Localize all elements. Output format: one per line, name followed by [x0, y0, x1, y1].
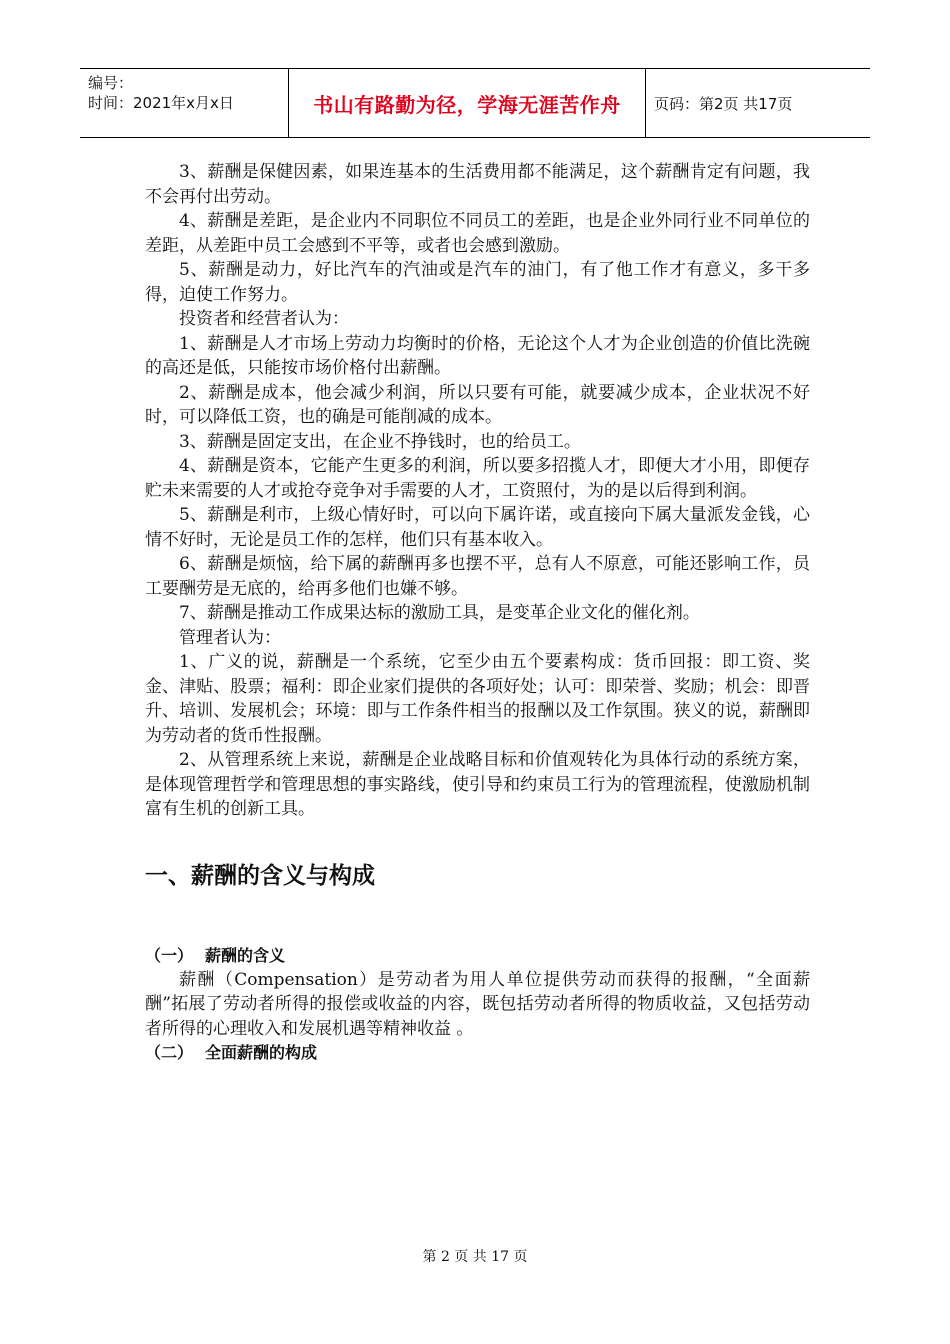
- document-body: [145, 160, 810, 1065]
- subsection-number: （二）: [145, 1043, 194, 1062]
- paragraph: 1、薪酬是人才市场上劳动力均衡时的价格，无论这个人才为企业创造的价值比洗碗的高还是低，只能按市场价格付出薪酬。: [145, 333, 810, 378]
- header-motto: 书山有路勤为径，学海无涯苦作舟: [313, 92, 621, 117]
- paragraph: 投资者和经营者认为：: [179, 309, 349, 329]
- paragraph: 5、薪酬是动力，好比汽车的汽油或是汽车的油门，有了他工作才有意义，多干多得，迫使工作努力。: [145, 260, 810, 305]
- subsection-number: （一）: [145, 945, 194, 965]
- subsection-heading: [145, 944, 810, 968]
- paragraph: 6、薪酬是烦恼，给下属的薪酬再多也摆不平，总有人不原意，可能还影响工作，员工要酬劳是无底的，给再多他们也嫌不够。: [145, 554, 810, 599]
- page-header: [80, 68, 870, 138]
- paragraph: 2、薪酬是成本，他会减少利润，所以只要有可能，就要减少成本，企业状况不好时，可以降低工资，也的确是可能削减的成本。: [145, 382, 810, 427]
- header-page-cell: [646, 69, 870, 137]
- subsection-title: 薪酬的含义: [205, 945, 286, 965]
- paragraph: 3、薪酬是保健因素，如果连基本的生活费用都不能满足，这个薪酬肯定有问题，我不会再付出劳动。: [145, 162, 810, 207]
- header-page-label: 页码：第2页 共17页: [654, 94, 793, 113]
- header-meta: [80, 69, 289, 137]
- paragraph: 4、薪酬是差距，是企业内不同职位不同员工的差距，也是企业外同行业不同单位的差距，从差距中员工会感到不平等，或者也会感到激励。: [145, 211, 810, 256]
- paragraph: 3、薪酬是固定支出，在企业不挣钱时，也的给员工。: [179, 431, 581, 452]
- paragraph: 7、薪酬是推动工作成果达标的激励工具，是变革企业文化的催化剂。: [179, 603, 700, 623]
- paragraph: 4、薪酬是资本，它能产生更多的利润，所以要多招揽人才，即便大才小用，即便存贮未来需要的人才或抢夺竞争对手需要的人才，工资照付，为的是以后得到利润。: [145, 456, 810, 501]
- paragraph: 薪酬（Compensation）是劳动者为用人单位提供劳动而获得的报酬，“全面薪酬”拓展了劳动者所得的报偿或收益的内容，既包括劳动者所得的物质收益，又包括劳动者所得的心理收入和发展机遇等精神收益 。: [145, 969, 810, 1039]
- header-motto-cell: [289, 69, 646, 137]
- page-footer: 第 2 页 共 17 页: [422, 1249, 528, 1265]
- paragraph: 5、薪酬是利市，上级心情好时，可以向下属许诺，或直接向下属大量派发金钱，心情不好时，无论是员工作的怎样，他们只有基本收入。: [145, 505, 810, 550]
- section-heading: 一、薪酬的含义与构成: [145, 862, 375, 889]
- paragraph: 管理者认为：: [179, 627, 281, 648]
- document-number-label: 编号：: [88, 74, 134, 92]
- document-date-label: 时间：2021年x月x日: [88, 94, 234, 112]
- paragraph: 1、广义的说，薪酬是一个系统，它至少由五个要素构成：货币回报：即工资、奖金、津贴、股票；福利：即企业家们提供的各项好处；认可：即荣誉、奖励；机会：即晋升、培训、发展机会；环境：即与工作条件相当的报酬以及工作氛围。狭义的说，薪酬即为劳动者的货币性报酬。: [145, 652, 810, 746]
- subsection-heading: [145, 1041, 810, 1065]
- paragraph: 2、从管理系统上来说，薪酬是企业战略目标和价值观转化为具体行动的系统方案，是体现管理哲学和管理思想的事实路线，使引导和约束员工行为的管理流程，使激励机制富有生机的创新工具。: [145, 750, 810, 819]
- subsection-title: 全面薪酬的构成: [205, 1043, 318, 1062]
